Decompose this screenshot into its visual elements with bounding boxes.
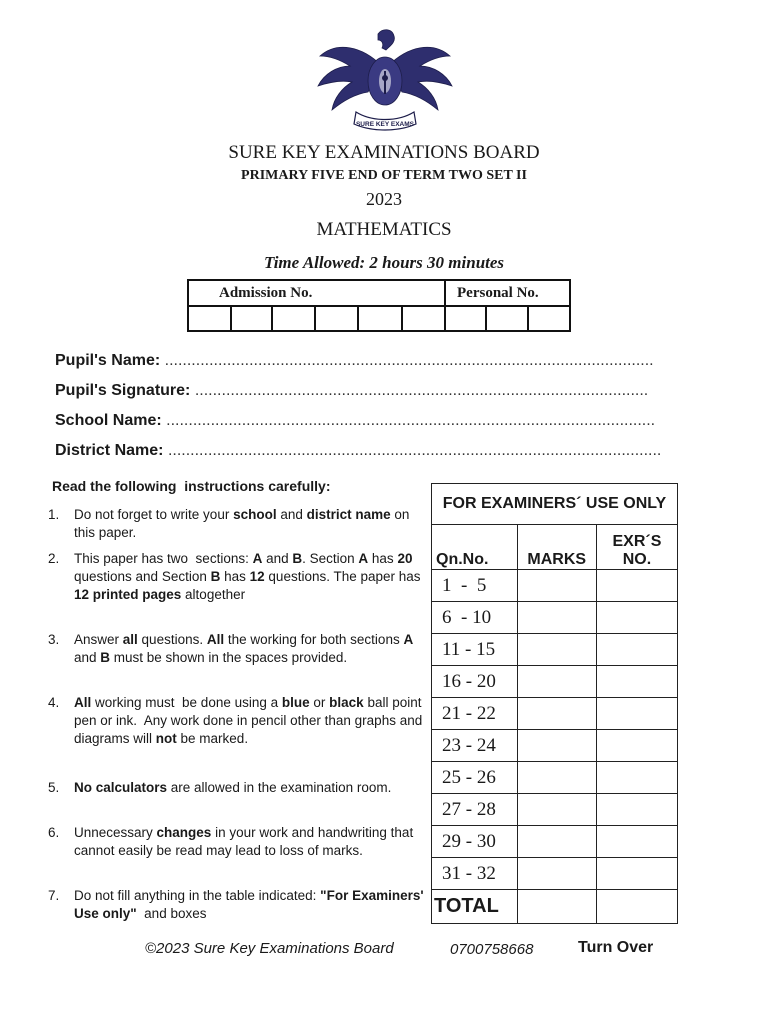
item-number: 5.: [48, 780, 60, 795]
dotted-line: ......................................................................................................: [194, 382, 649, 399]
table-row: [432, 698, 678, 730]
dotted-line: ..............................................................................................................: [166, 412, 656, 429]
table-row: [432, 570, 678, 602]
col-exr-header: EXR´S NO.: [596, 525, 677, 570]
examiners-table: [431, 483, 678, 924]
pupil-signature-field[interactable]: [55, 382, 648, 400]
field-label: School Name:: [55, 412, 162, 429]
pupil-name-field[interactable]: [55, 352, 654, 370]
box-divider: [189, 305, 569, 307]
row-label: 29 - 30: [432, 826, 518, 858]
cell-divider: [314, 305, 316, 330]
table-row: [432, 634, 678, 666]
instruction-item: [48, 631, 428, 667]
eagle-crest-icon: [312, 26, 458, 134]
instruction-item: [48, 824, 428, 860]
table-row: [432, 858, 678, 890]
marks-cell[interactable]: [517, 666, 596, 698]
exr-cell[interactable]: [596, 570, 677, 602]
row-label: 27 - 28: [432, 794, 518, 826]
footer-turn-over: Turn Over: [578, 939, 654, 956]
item-text: Do not fill anything in the table indicated: "For Examiners' Use only" and boxes: [74, 888, 428, 921]
cell-divider: [271, 305, 273, 330]
exr-cell[interactable]: [596, 794, 677, 826]
number-box[interactable]: [187, 279, 571, 332]
table-row: [432, 666, 678, 698]
time-allowed: Time Allowed: 2 hours 30 minutes: [263, 253, 505, 272]
total-label: TOTAL: [432, 890, 518, 924]
marks-cell[interactable]: [517, 570, 596, 602]
exam-subject: MATHEMATICS: [316, 219, 452, 240]
marks-cell[interactable]: [517, 730, 596, 762]
row-label: 6 - 10: [432, 602, 518, 634]
board-name: SURE KEY EXAMINATIONS BOARD: [228, 142, 540, 163]
row-label: 11 - 15: [432, 634, 518, 666]
exr-cell[interactable]: [596, 666, 677, 698]
table-row: [432, 602, 678, 634]
field-label: Pupil's Signature:: [55, 382, 191, 399]
marks-cell[interactable]: [517, 602, 596, 634]
exr-cell[interactable]: [596, 826, 677, 858]
instruction-item: [48, 779, 428, 797]
marks-cell[interactable]: [517, 826, 596, 858]
total-row: [432, 890, 678, 924]
item-text: All working must be done using a blue or black ball point pen or ink. Any work done in pencil other than graphs and diagrams will not be marked.: [74, 695, 426, 746]
marks-cell[interactable]: [517, 762, 596, 794]
logo-banner-text: SURE KEY EXAMS: [355, 121, 415, 128]
exr-cell[interactable]: [596, 762, 677, 794]
row-label: 25 - 26: [432, 762, 518, 794]
cell-divider: [485, 305, 487, 330]
footer-copyright: ©2023 Sure Key Examinations Board: [145, 940, 394, 957]
table-row: [432, 730, 678, 762]
total-marks-cell[interactable]: [517, 890, 596, 924]
admission-label: Admission No.: [219, 285, 313, 301]
item-text: Unnecessary changes in your work and handwriting that cannot easily be read may lead to loss of marks.: [74, 825, 414, 858]
item-number: 1.: [48, 507, 60, 522]
col-qn-header: Qn.No.: [432, 525, 518, 570]
instruction-item: [48, 550, 428, 604]
field-label: Pupil's Name:: [55, 352, 161, 369]
table-row: [432, 762, 678, 794]
table-row: [432, 826, 678, 858]
marks-cell[interactable]: [517, 634, 596, 666]
instruction-item: [48, 887, 428, 923]
instruction-item: [48, 694, 428, 748]
cell-divider: [401, 305, 403, 330]
box-separator: [444, 281, 446, 330]
dotted-line: ...............................................................................................................: [167, 442, 662, 459]
item-number: 6.: [48, 825, 60, 840]
row-label: 31 - 32: [432, 858, 518, 890]
total-exr-cell[interactable]: [596, 890, 677, 924]
marks-cell[interactable]: [517, 698, 596, 730]
item-number: 4.: [48, 695, 60, 710]
instruction-item: [48, 506, 428, 542]
personal-label: Personal No.: [457, 285, 539, 301]
item-text: Do not forget to write your school and district name on this paper.: [74, 507, 410, 540]
exr-cell[interactable]: [596, 730, 677, 762]
exam-subtitle: PRIMARY FIVE END OF TERM TWO SET II: [241, 168, 527, 183]
exr-cell[interactable]: [596, 698, 677, 730]
school-name-field[interactable]: [55, 412, 655, 430]
row-label: 1 - 5: [432, 570, 518, 602]
row-label: 16 - 20: [432, 666, 518, 698]
item-text: This paper has two sections: A and B. Section A has 20 questions and Section B has 12 questions. The paper has 12 printed pages altogether: [74, 551, 425, 602]
item-text: No calculators are allowed in the examination room.: [74, 780, 392, 795]
exr-cell[interactable]: [596, 634, 677, 666]
item-number: 2.: [48, 551, 60, 566]
item-text: Answer all questions. All the working for both sections A and B must be shown in the spaces provided.: [74, 632, 414, 665]
exr-cell[interactable]: [596, 858, 677, 890]
footer-phone: 0700758668: [450, 941, 534, 958]
cell-divider: [230, 305, 232, 330]
marks-cell[interactable]: [517, 858, 596, 890]
cell-divider: [527, 305, 529, 330]
instructions-title: Read the following instructions carefully:: [52, 478, 331, 494]
district-name-field[interactable]: [55, 442, 661, 460]
cell-divider: [357, 305, 359, 330]
item-number: 7.: [48, 888, 60, 903]
exam-year: 2023: [366, 189, 402, 209]
row-label: 21 - 22: [432, 698, 518, 730]
col-marks-header: MARKS: [517, 525, 596, 570]
field-label: District Name:: [55, 442, 164, 459]
row-label: 23 - 24: [432, 730, 518, 762]
dotted-line: ..............................................................................................................: [164, 352, 654, 369]
table-row: [432, 794, 678, 826]
exr-cell[interactable]: [596, 602, 677, 634]
item-number: 3.: [48, 632, 60, 647]
examiners-table-title: FOR EXAMINERS´ USE ONLY: [432, 484, 678, 525]
marks-cell[interactable]: [517, 794, 596, 826]
